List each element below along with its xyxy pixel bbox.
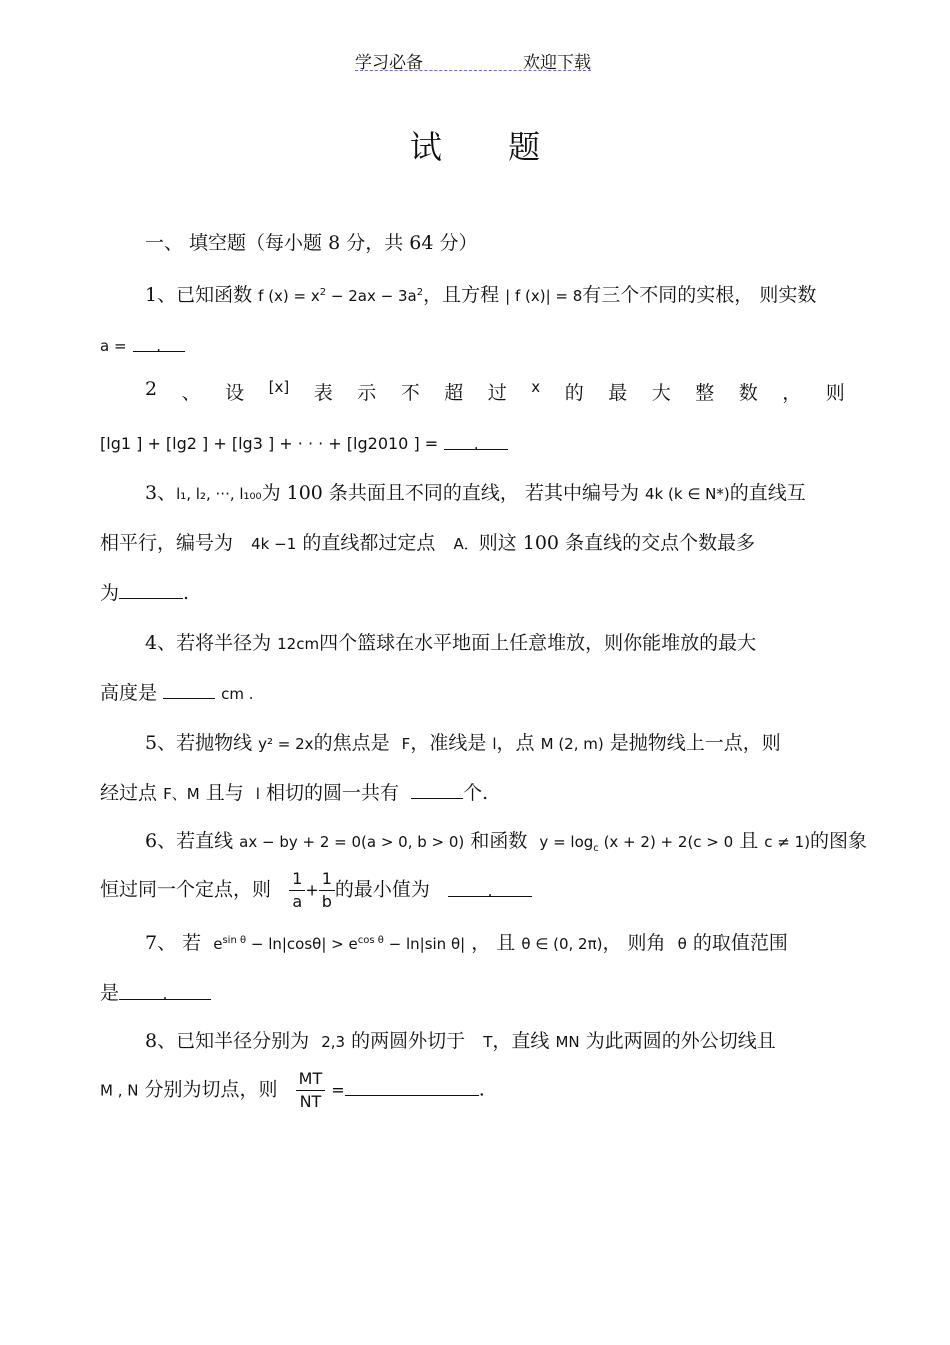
question-3-line-1: 3、l₁, l₂, ···, l₁₀₀为 100 条共面且不同的直线， 若其中编号为 4k (k ∈ N*)的直线互 (145, 482, 806, 504)
question-6-line-1: 6、若直线 ax − by + 2 = 0(a > 0, b > 0) 和函数 $y = \log_c (x + 2) + 2(c > 0$ 且 c ≠ 1)的图象 (145, 830, 868, 854)
question-7-line-1: 7、 若 $e^{sin \theta} - \ln|\cos\theta| > e^{cos \theta} - \ln|\sin$ θ| ， 且 θ ∈ (0, 2π)， 则角 θ 的取值范围 (145, 932, 788, 954)
question-5-line-2: 经过点 F、M 且与 l 相切的圆一共有 个. (100, 782, 489, 804)
question-1-line-2: a = . (100, 332, 185, 359)
answer-blank-3[interactable] (119, 580, 183, 599)
answer-blank-7[interactable]: . (119, 981, 211, 1000)
page-title: 试 题 (409, 128, 569, 166)
fraction-mt-over-nt: $\frac{MT}{NT}$ (296, 1068, 326, 1113)
fraction-1-over-a: $\frac{1}{a}$ (289, 868, 305, 913)
header-right: 欢迎下载 (523, 53, 591, 73)
question-7-line-2: 是 . (100, 980, 211, 1006)
question-1-line-1: 1、已知函数 f $(x) = x^2 - 2ax - 3a^2$，且方程 | f (x)| = 8有三个不同的实根， 则实数 (145, 284, 817, 306)
answer-blank-4[interactable] (163, 680, 215, 699)
question-3-line-3: 为 . (100, 582, 190, 604)
question-2-line-1: 2 、 设 [x] 表 示 不 超 过 x 的 最 大 整 数 ， 则 (145, 378, 845, 404)
question-3-line-2: 相平行，编号为 4k −1 的直线都过定点 A．则这 100 条直线的交点个数最多 (100, 532, 756, 554)
question-8-line-1: 8、已知半径分别为 2,3 的两圆外切于 T，直线 MN 为此两圆的外公切线且 (145, 1030, 776, 1052)
fraction-1-over-b: $\frac{1}{b}$ (319, 868, 335, 913)
answer-blank-6[interactable]: . (448, 878, 532, 897)
question-4-line-2: 高度是 cm . (100, 682, 254, 704)
page-header (355, 48, 591, 71)
section-heading: 一、 填空题（每小题 8 分，共 64 分） (145, 232, 478, 254)
answer-blank-1[interactable]: . (133, 333, 185, 352)
question-8-line-2: M , N 分别为切点，则 $\frac{MT}{NT}$ = . (100, 1069, 485, 1111)
question-2-line-2: [lg1 ] + [lg2 ] + [lg3 ] + · · · + [lg2010 ] = . (100, 430, 508, 457)
question-4-line-1: 4、若将半径为 12cm四个篮球在水平地面上任意堆放，则你能堆放的最大 (145, 632, 757, 654)
header-left: 学习必备 (355, 53, 423, 73)
answer-blank-5[interactable] (411, 780, 463, 799)
answer-blank-8[interactable] (345, 1077, 479, 1096)
question-6-line-2: 恒过同一个定点，则 $\frac{1}{a}$ + $\frac{1}{b}$ 的最小值为 . (100, 868, 532, 913)
answer-blank-2[interactable]: . (444, 431, 508, 450)
question-5-line-1: 5、若抛物线 y² = 2x的焦点是 F，准线是 l，点 M (2, m) 是抛物线上一点，则 (145, 732, 781, 754)
